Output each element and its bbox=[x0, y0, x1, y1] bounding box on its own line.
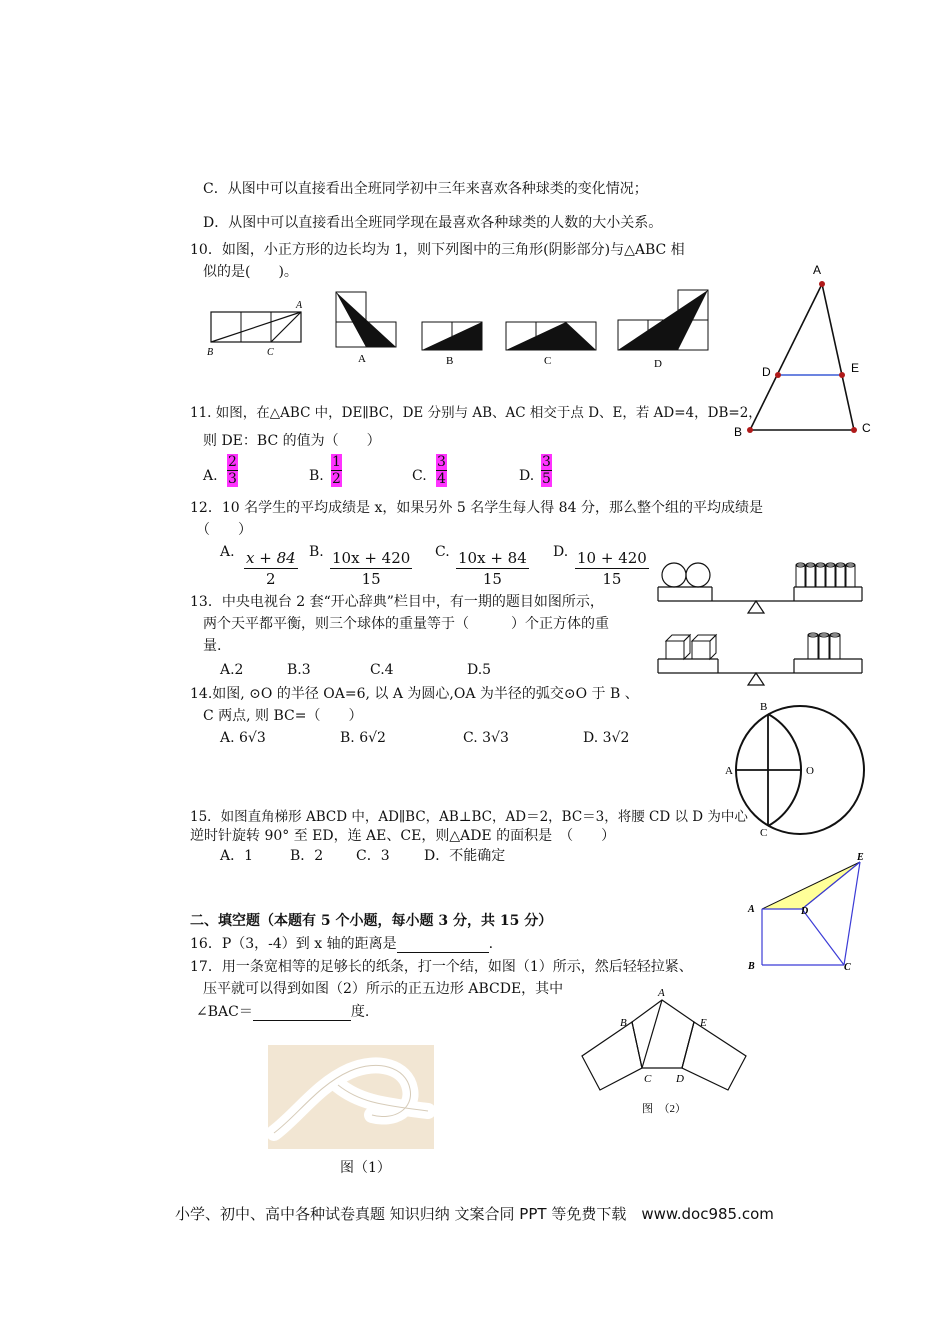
q15-trapezoid-figure bbox=[744, 852, 874, 972]
q10-figure-c bbox=[502, 318, 602, 378]
q12-option-a-num: x + 84 bbox=[246, 549, 296, 567]
q15-label-b: B bbox=[748, 961, 755, 972]
q17-fig2-label-a: A bbox=[658, 987, 665, 999]
q14-option-d: D. 3√2 bbox=[583, 730, 630, 746]
q12-option-c-fraction bbox=[456, 548, 529, 589]
q10-line2: 似的是( )。 bbox=[203, 264, 298, 280]
q12-option-b-fraction bbox=[330, 548, 412, 589]
q14-line2: C 两点, 则 BC=（ ） bbox=[203, 708, 363, 724]
q14-option-b: B. 6√2 bbox=[340, 730, 386, 746]
q17-unit: 度. bbox=[350, 1004, 370, 1020]
q14-line1: 14.如图, ⊙O 的半径 OA=6, 以 A 为圆心,OA 为半径的弧交⊙O 于 B 、 bbox=[190, 686, 639, 702]
q11-option-c-label: C. bbox=[412, 468, 427, 484]
q10-figure-d-label: D bbox=[654, 358, 662, 370]
q10-figure-a-label: A bbox=[358, 353, 366, 365]
q11-option-b-num: 1 bbox=[332, 454, 341, 470]
q10-ref-label-c: C bbox=[267, 347, 274, 358]
q13-option-b: B.3 bbox=[287, 662, 311, 678]
q12-line2: （ ） bbox=[196, 522, 252, 538]
q14-label-o: O bbox=[806, 765, 814, 777]
q16-answer-blank[interactable] bbox=[397, 938, 489, 953]
q12-line1: 12．10 名学生的平均成绩是 x，如果另外 5 名学生每人得 84 分，那么整个组的平均成绩是 bbox=[190, 500, 763, 516]
q10-figure-b-label: B bbox=[446, 355, 454, 367]
q15-label-e: E bbox=[857, 852, 864, 863]
q17-fig2-label-e: E bbox=[700, 1017, 707, 1029]
q9-option-d: D．从图中可以直接看出全班同学现在最喜欢各种球类的人数的大小关系。 bbox=[203, 215, 663, 231]
q11-option-b-den: 2 bbox=[332, 471, 341, 487]
q11-line1: 11. 如图，在△ABC 中，DE∥BC，DE 分别与 AB、AC 相交于点 D、E，若 AD=4，DB=2， bbox=[190, 405, 762, 421]
q11-label-e: E bbox=[851, 361, 860, 375]
q12-option-c-label: C. bbox=[435, 544, 450, 560]
q11-line2: 则 DE：BC 的值为（ ） bbox=[203, 433, 381, 449]
q17-fig2-label-c: C bbox=[644, 1073, 652, 1085]
q11-option-c-fraction bbox=[436, 454, 447, 487]
section-heading: 二、填空题（本题有 5 个小题，每小题 3 分，共 15 分） bbox=[190, 913, 553, 929]
q10-line1: 10．如图，小正方形的边长均为 1，则下列图中的三角形(阴影部分)与△ABC 相 bbox=[190, 242, 685, 258]
q17-angle-label: ∠BAC＝ bbox=[196, 1004, 253, 1020]
q16-question: 16．P（3，-4）到 x 轴的距离是 bbox=[190, 936, 397, 952]
q12-option-b-num: 10x + 420 bbox=[332, 549, 411, 567]
q17-fig2-label-d: D bbox=[676, 1073, 684, 1085]
q14-label-a: A bbox=[725, 765, 733, 777]
q13-line3: 量. bbox=[203, 638, 222, 654]
q12-option-a-den: 2 bbox=[266, 570, 276, 588]
q12-option-b-den: 15 bbox=[361, 570, 381, 588]
q11-option-b-label: B. bbox=[309, 468, 324, 484]
q11-option-a-num: 2 bbox=[228, 454, 237, 470]
q14-label-c: C bbox=[760, 827, 768, 839]
q11-label-b: B bbox=[734, 425, 743, 439]
q10-figure-b bbox=[418, 318, 488, 378]
q16-text bbox=[190, 935, 493, 953]
q10-ref-label-b: B bbox=[207, 347, 214, 358]
q15-label-c: C bbox=[844, 962, 851, 973]
q12-option-c-num: 10x + 84 bbox=[458, 549, 527, 567]
q17-figure2-caption: 图 （2） bbox=[642, 1103, 686, 1115]
q14-label-b: B bbox=[760, 701, 768, 713]
q10-reference-figure bbox=[205, 298, 305, 358]
q10-figure-a bbox=[332, 290, 402, 365]
q12-option-c-den: 15 bbox=[482, 570, 502, 588]
q11-option-a-den: 3 bbox=[228, 471, 237, 487]
q12-option-a-label: A. bbox=[220, 544, 235, 560]
q13-option-c: C.4 bbox=[370, 662, 394, 678]
q17-answer-blank[interactable] bbox=[253, 1006, 351, 1021]
q16-tail: . bbox=[488, 936, 494, 952]
q10-figure-d bbox=[614, 287, 714, 372]
q15-label-d: D bbox=[801, 906, 809, 917]
q11-option-d-num: 3 bbox=[542, 454, 551, 470]
q15-line1: 15．如图直角梯形 ABCD 中，AD∥BC，AB⊥BC，AD＝2，BC＝3，将腰 CD 以 D 为中心 bbox=[190, 809, 748, 825]
q15-option-a: A．1 bbox=[220, 848, 254, 864]
q12-option-a-fraction bbox=[244, 548, 298, 589]
q17-figure1-caption: 图（1） bbox=[340, 1160, 391, 1176]
q11-label-a: A bbox=[813, 263, 822, 277]
q13-balance-figure bbox=[652, 555, 872, 695]
q10-figure-c-label: C bbox=[544, 355, 552, 367]
q11-option-b-fraction bbox=[331, 454, 342, 487]
q14-option-a: A. 6√3 bbox=[220, 730, 266, 746]
q12-option-d-den: 15 bbox=[602, 570, 622, 588]
q12-option-b-label: B. bbox=[309, 544, 324, 560]
q11-option-a-label: A. bbox=[203, 468, 218, 484]
q9-option-c: C．从图中可以直接看出全班同学初中三年来喜欢各种球类的变化情况； bbox=[203, 181, 648, 197]
q11-option-c-num: 3 bbox=[437, 454, 446, 470]
q10-ref-label-a: A bbox=[296, 300, 303, 311]
q15-option-b: B．2 bbox=[290, 848, 324, 864]
q13-option-d: D.5 bbox=[467, 662, 492, 678]
q13-line1: 13．中央电视台 2 套“开心辞典”栏目中，有一期的题目如图所示， bbox=[190, 594, 604, 610]
q17-line1: 17．用一条宽相等的足够长的纸条，打一个结，如图（1）所示，然后轻轻拉紧、 bbox=[190, 959, 693, 975]
q15-option-d: D．不能确定 bbox=[424, 848, 506, 864]
footer-link-text[interactable]: 小学、初中、高中各种试卷真题 知识归纳 文案合同 PPT 等免费下载 www.doc985.com bbox=[175, 1205, 774, 1223]
q11-option-d-den: 5 bbox=[542, 471, 551, 487]
q11-option-d-label: D. bbox=[519, 468, 535, 484]
q13-line2: 两个天平都平衡，则三个球体的重量等于（ ）个正方体的重 bbox=[203, 616, 609, 632]
q11-option-c-den: 4 bbox=[437, 471, 446, 487]
q15-option-c: C．3 bbox=[356, 848, 390, 864]
q15-label-a: A bbox=[748, 904, 755, 915]
q12-option-d-label: D. bbox=[553, 544, 569, 560]
q12-option-d-fraction bbox=[575, 548, 649, 589]
q13-option-a: A.2 bbox=[220, 662, 244, 678]
q11-label-c: C bbox=[862, 421, 871, 435]
q17-line2: 压平就可以得到如图（2）所示的正五边形 ABCDE，其中 bbox=[203, 981, 564, 997]
q17-fig2-label-b: B bbox=[620, 1017, 627, 1029]
q17-figure2-pentagon bbox=[578, 986, 758, 1116]
q11-option-d-fraction bbox=[541, 454, 552, 487]
q17-line3 bbox=[196, 1003, 369, 1021]
q17-figure1-photo bbox=[268, 1045, 434, 1149]
q11-option-a-fraction bbox=[227, 454, 238, 487]
q12-option-d-num: 10 + 420 bbox=[577, 549, 647, 567]
q15-line2: 逆时针旋转 90° 至 ED，连 AE、CE，则△ADE 的面积是 （ ） bbox=[190, 828, 616, 844]
q14-option-c: C. 3√3 bbox=[463, 730, 509, 746]
q11-label-d: D bbox=[762, 365, 771, 379]
